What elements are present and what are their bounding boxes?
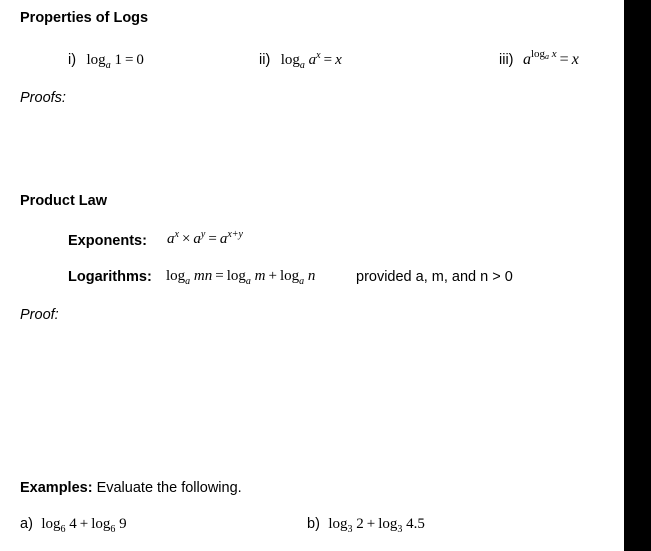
log-base: 6 xyxy=(60,524,66,535)
proofs-label: Proofs: xyxy=(20,90,66,106)
log-base: 3 xyxy=(347,524,353,535)
log-argument: 1 xyxy=(114,52,122,68)
proof-label: Proof: xyxy=(20,307,59,323)
property-2-label: ii) xyxy=(259,52,271,68)
argument-base: a xyxy=(308,52,317,68)
example-b-label: b) xyxy=(307,516,320,532)
logarithms-label: Logarithms: xyxy=(68,269,152,285)
heading-properties-of-logs: Properties of Logs xyxy=(20,10,149,26)
log-symbol: log xyxy=(166,268,186,284)
property-2 xyxy=(259,51,342,69)
log-argument: n xyxy=(307,268,316,284)
plus-sign: + xyxy=(366,516,376,532)
property-3-label: iii) xyxy=(499,52,514,68)
exponent-log-base: a xyxy=(545,52,550,61)
equals-sign: = xyxy=(559,51,569,68)
log-base: 6 xyxy=(110,524,116,535)
log-symbol: log xyxy=(91,516,111,532)
log-symbol: log xyxy=(279,268,300,284)
log-base: a xyxy=(299,276,305,287)
property-1 xyxy=(68,51,144,69)
log-argument: 4 xyxy=(69,516,77,532)
heading-product-law: Product Law xyxy=(20,193,108,209)
examples-label: Examples: xyxy=(20,480,93,496)
log-symbol: log xyxy=(226,268,246,284)
example-a-label: a) xyxy=(20,516,33,532)
times-sign: × xyxy=(181,231,191,247)
log-argument: 2 xyxy=(356,516,364,532)
plus-sign: + xyxy=(268,268,277,284)
term-exponent: y xyxy=(200,229,206,240)
result: x xyxy=(571,51,579,68)
equals-sign: = xyxy=(323,52,333,68)
property-1-label: i) xyxy=(68,52,77,68)
log-base: a xyxy=(105,60,111,71)
result: x xyxy=(335,52,342,68)
exponents-label: Exponents: xyxy=(68,233,147,249)
log-base: a xyxy=(185,276,191,287)
log-base: a xyxy=(245,276,251,287)
log-base: 3 xyxy=(397,524,403,535)
term-base: a xyxy=(193,231,201,247)
examples-heading xyxy=(20,480,242,496)
equals-sign: = xyxy=(215,268,224,284)
example-a xyxy=(20,515,127,533)
property-3 xyxy=(499,48,579,69)
exponent-law-formula xyxy=(167,231,243,248)
argument-exponent: x xyxy=(316,50,321,61)
term-exponent: x xyxy=(174,229,179,240)
term-base: a xyxy=(219,231,228,247)
log-symbol: log xyxy=(86,52,106,68)
log-argument: m xyxy=(254,268,266,284)
term-exponent: x+y xyxy=(227,229,243,240)
log-symbol: log xyxy=(328,516,348,532)
result: 0 xyxy=(136,52,144,68)
log-law-formula xyxy=(166,268,315,285)
log-symbol: log xyxy=(378,516,398,532)
exponent-argument: x xyxy=(551,48,557,60)
log-law-condition: provided a, m, and n > 0 xyxy=(356,269,513,285)
equals-sign: = xyxy=(208,231,217,247)
exponent-log: log xyxy=(530,48,546,60)
log-argument: 4.5 xyxy=(406,516,425,532)
plus-sign: + xyxy=(79,516,89,532)
log-symbol: log xyxy=(280,52,300,68)
equals-sign: = xyxy=(124,52,134,68)
power-base: a xyxy=(522,51,531,68)
log-base: a xyxy=(299,60,305,71)
examples-instruction: Evaluate the following. xyxy=(92,480,242,496)
example-b xyxy=(307,515,425,533)
log-symbol: log xyxy=(41,516,61,532)
log-argument: 9 xyxy=(119,516,127,532)
term-base: a xyxy=(167,231,175,247)
right-edge-bar xyxy=(624,0,651,551)
exponent-expression xyxy=(531,48,557,60)
log-argument: mn xyxy=(193,268,213,284)
